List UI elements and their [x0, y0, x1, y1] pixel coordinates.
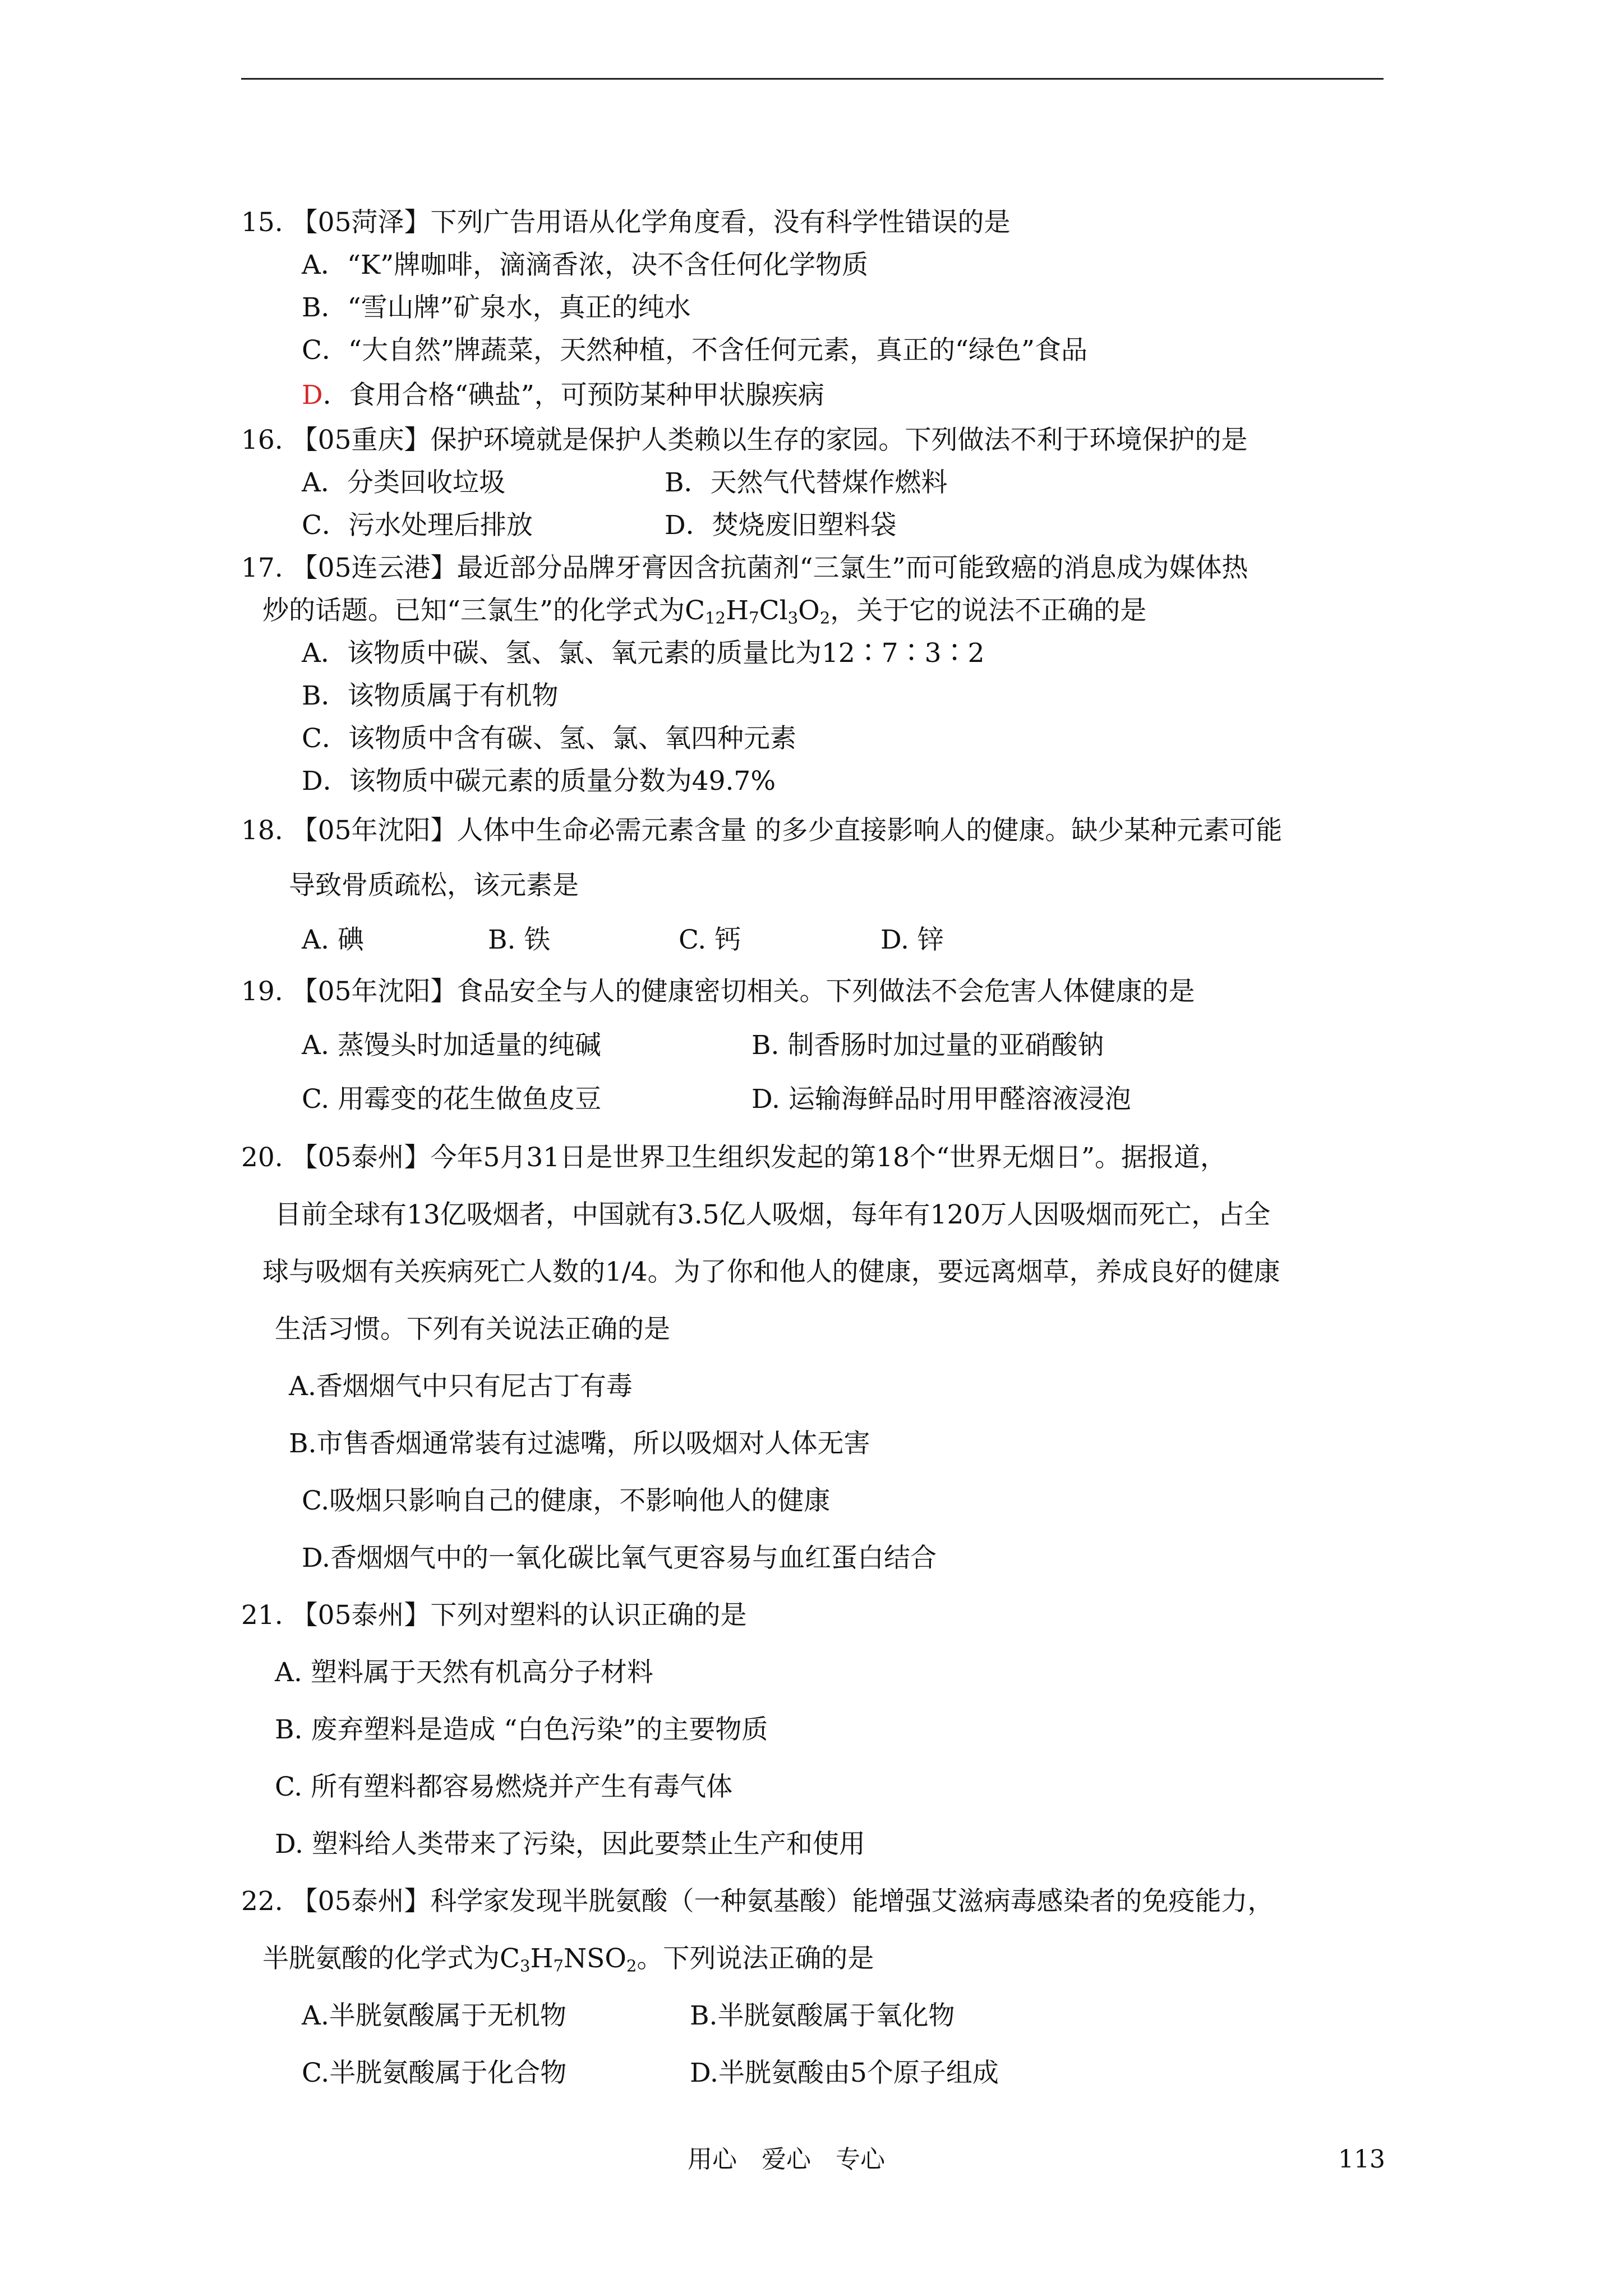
formula-triclosan: $C_{12}H_7Cl_3O_2$: [685, 595, 831, 628]
question-18-stem-line-1: 18. 【05年沈阳】人体中生命必需元素含量 的多少直接影响人的健康。缺少某种元素可能: [241, 815, 1283, 846]
question-15-option-a: A．“K”牌咖啡，滴滴香浓，决不含任何化学物质: [302, 250, 869, 280]
question-19-option-a: A. 蒸馒头时加适量的纯碱: [302, 1030, 601, 1061]
question-17-option-a: A．该物质中碳、氢、氯、氧元素的质量比为12∶7∶3∶2: [302, 638, 985, 669]
question-16-option-c: C．污水处理后排放: [302, 510, 533, 541]
footer-item: 专心: [836, 2145, 885, 2174]
question-18-option-b: B. 铁: [488, 924, 551, 955]
question-15-option-c: C．“大自然”牌蔬菜，天然种植，不含任何元素，真正的“绿色”食品: [302, 335, 1088, 366]
question-19-stem: 19. 【05年沈阳】食品安全与人的健康密切相关。下列做法不会危害人体健康的是: [241, 976, 1195, 1007]
question-18-option-c: C. 钙: [679, 924, 741, 955]
question-15-stem: 15. 【05菏泽】下列广告用语从化学角度看，没有科学性错误的是: [241, 207, 1011, 238]
footer-item: 爱心: [762, 2145, 811, 2174]
question-18-option-a: A. 碘: [302, 924, 364, 955]
question-20-option-a: A.香烟烟气中只有尼古丁有毒: [289, 1371, 633, 1402]
question-19-option-c: C. 用霉变的花生做鱼皮豆: [302, 1084, 602, 1115]
question-19-option-d: D. 运输海鲜品时用甲醛溶液浸泡: [751, 1084, 1131, 1115]
question-17-option-d: D．该物质中碳元素的质量分数为49.7%: [302, 766, 776, 797]
formula-cysteine: $C_3H_7NSO_2$: [500, 1943, 637, 1976]
question-22-stem-line-1: 22. 【05泰州】科学家发现半胱氨酸（一种氨基酸）能增强艾滋病毒感染者的免疫能力，: [241, 1886, 1274, 1917]
question-16-stem: 16. 【05重庆】保护环境就是保护人类赖以生存的家园。下列做法不利于环境保护的是: [241, 425, 1248, 455]
question-21-option-c: C. 所有塑料都容易燃烧并产生有毒气体: [275, 1772, 733, 1802]
question-16-option-b: B．天然气代替煤作燃料: [665, 467, 948, 498]
question-22-option-c: C.半胱氨酸属于化合物: [302, 2058, 567, 2088]
question-17-option-b: B．该物质属于有机物: [302, 680, 559, 711]
header-rule: [241, 78, 1384, 80]
question-20-stem-line-4: 生活习惯。下列有关说法正确的是: [275, 1314, 670, 1345]
question-20-option-b: B.市售香烟通常装有过滤嘴，所以吸烟对人体无害: [289, 1428, 870, 1459]
question-20-stem-line-1: 20. 【05泰州】今年5月31日是世界卫生组织发起的第18个“世界无烟日”。据报道，: [241, 1142, 1227, 1173]
question-21-option-b: B. 废弃塑料是造成 “白色污染”的主要物质: [275, 1714, 768, 1745]
question-22-option-a: A.半胱氨酸属于无机物: [302, 2000, 566, 2031]
question-21-option-a: A. 塑料属于天然有机高分子材料: [275, 1657, 653, 1688]
footer-item: 用心: [688, 2145, 737, 2174]
question-15-option-b: B．“雪山牌”矿泉水，真正的纯水: [302, 292, 691, 323]
question-19-option-b: B. 制香肠时加过量的亚硝酸钠: [751, 1030, 1104, 1061]
question-17-option-c: C．该物质中含有碳、氢、氯、氧四种元素: [302, 723, 796, 754]
question-22-option-b: B.半胱氨酸属于氧化物: [690, 2000, 955, 2031]
question-22-stem-line-2: 半胱氨酸的化学式为$C_3H_7NSO_2$。下列说法正确的是: [262, 1943, 874, 1976]
question-17-stem-line-2: 炒的话题。已知“三氯生”的化学式为$C_{12}H_7Cl_3O_2$，关于它的说法不正确的是: [262, 595, 1147, 628]
question-22-option-d: D.半胱氨酸由5个原子组成: [690, 2058, 999, 2088]
question-20-option-d: D.香烟烟气中的一氧化碳比氧气更容易与血红蛋白结合: [302, 1543, 937, 1573]
question-16-option-a: A．分类回收垃圾: [302, 467, 505, 498]
question-21-option-d: D. 塑料给人类带来了污染，因此要禁止生产和使用: [275, 1829, 865, 1860]
question-15-option-d: D．食用合格“碘盐”，可预防某种甲状腺疾病: [302, 380, 824, 411]
question-18-option-d: D. 锌: [880, 924, 944, 955]
question-17-stem-line-1: 17. 【05连云港】最近部分品牌牙膏因含抗菌剂“三氯生”而可能致癌的消息成为媒体热: [241, 553, 1248, 583]
page-number: 113: [1338, 2145, 1385, 2174]
question-18-stem-line-2: 导致骨质疏松，该元素是: [289, 870, 579, 901]
question-21-stem: 21. 【05泰州】下列对塑料的认识正确的是: [241, 1600, 747, 1631]
page-footer: [688, 2143, 910, 2177]
question-20-stem-line-2: 目前全球有13亿吸烟者，中国就有3.5亿人吸烟，每年有120万人因吸烟而死亡，占全: [275, 1199, 1271, 1230]
question-20-option-c: C.吸烟只影响自己的健康，不影响他人的健康: [302, 1485, 831, 1516]
question-16-option-d: D．焚烧废旧塑料袋: [665, 510, 897, 541]
question-20-stem-line-3: 球与吸烟有关疾病死亡人数的1/4。为了你和他人的健康，要远离烟草，养成良好的健康: [262, 1257, 1280, 1287]
answer-mark: D: [302, 380, 323, 411]
